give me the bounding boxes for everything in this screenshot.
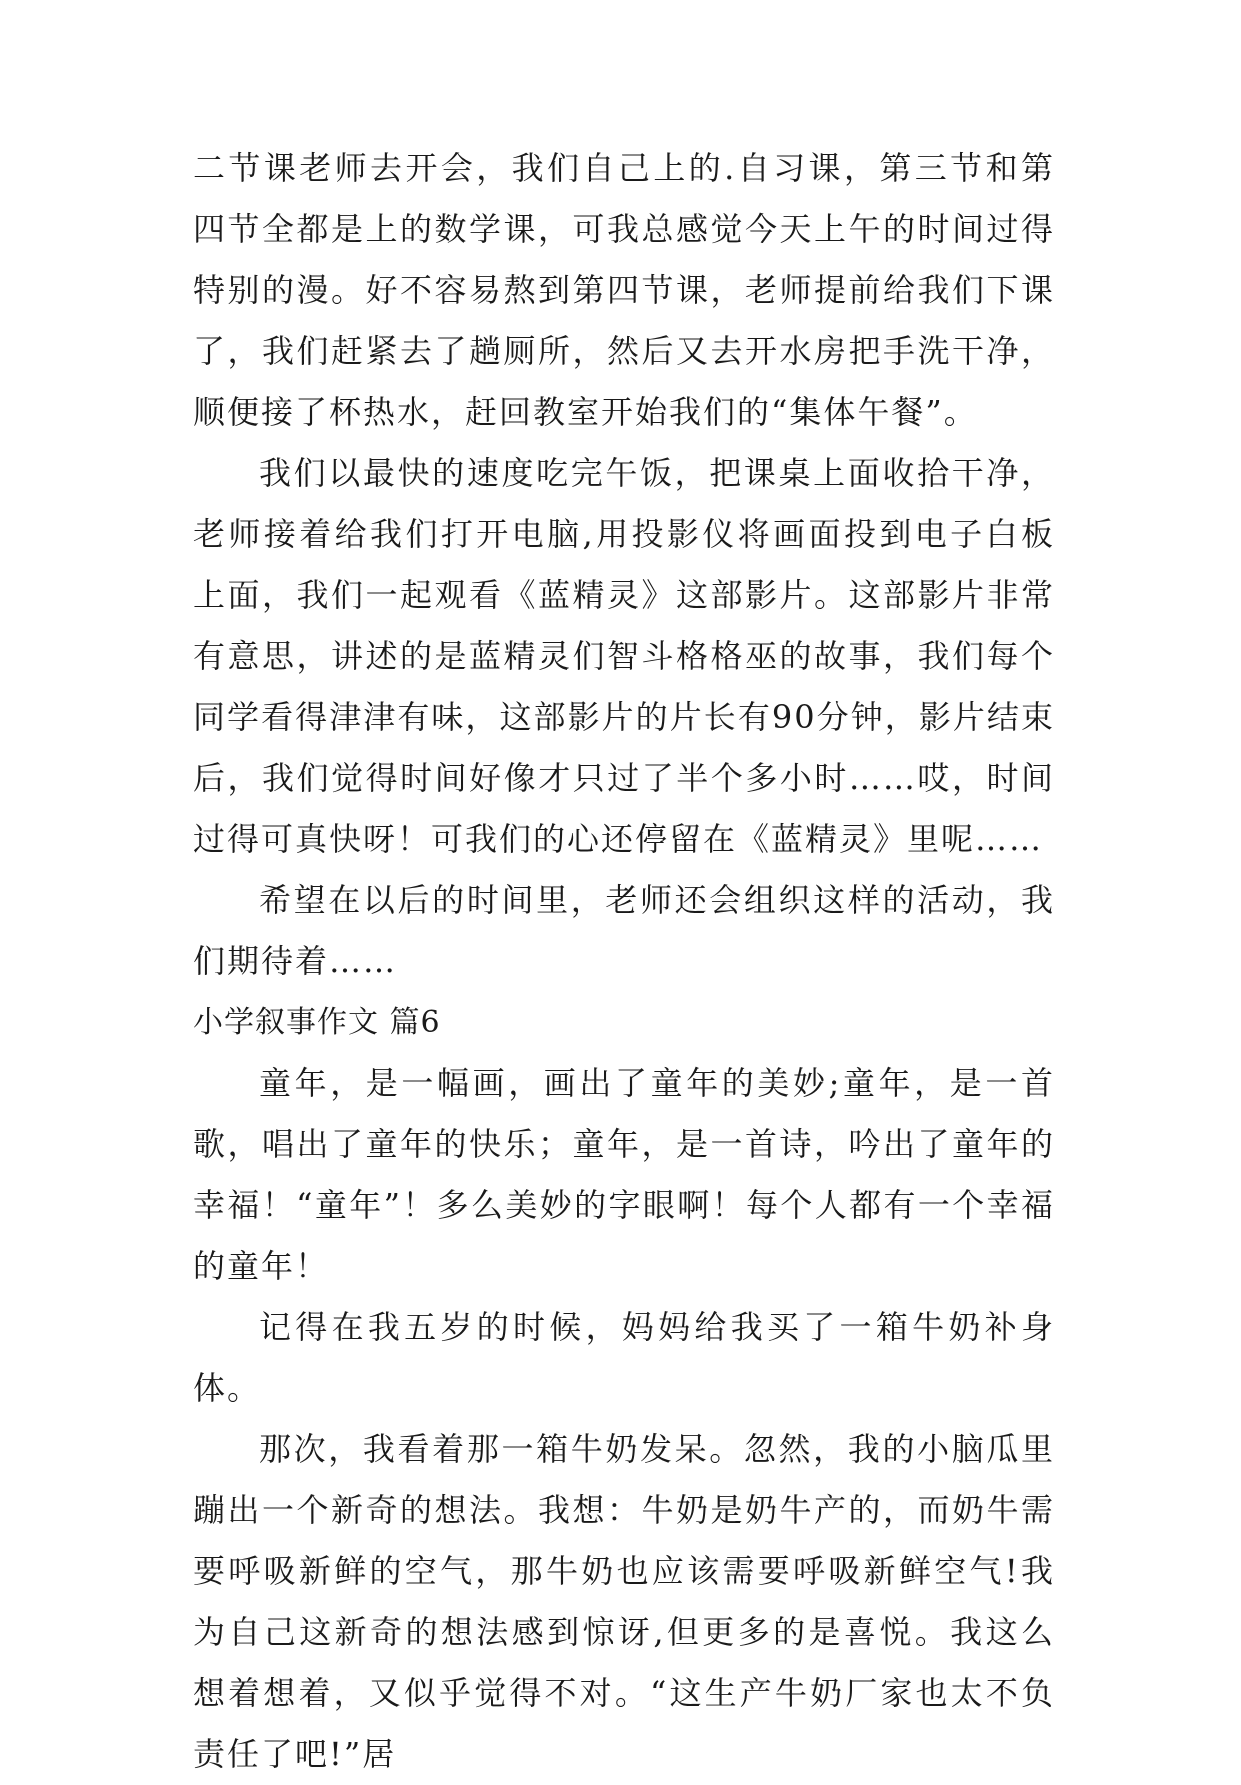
section-paragraph-2: 记得在我五岁的时候，妈妈给我买了一箱牛奶补身体。 <box>193 1308 1055 1407</box>
paragraph-3: 希望在以后的时间里，老师还会组织这样的活动，我们期待着…… <box>193 881 1055 980</box>
paragraph-2: 我们以最快的速度吃完午饭，把课桌上面收拾干净，老师接着给我们打开电脑,用投影仪将画面投到电子白板上面，我们一起观看《蓝精灵》这部影片。这部影片非常有意思，讲述的是蓝精灵们智斗格格巫的故事，我们每个同学看得津津有味，这部影片的片长有90分钟，影片结束后，我们觉得时间好像才只过了半个多小时……哎，时间过得可真快呀！可我们的心还停留在《蓝精灵》里呢…… <box>193 454 1055 858</box>
section-heading: 小学叙事作文 篇6 <box>193 1005 441 1040</box>
document-body <box>193 138 1055 1785</box>
section-paragraph-3: 那次，我看着那一箱牛奶发呆。忽然，我的小脑瓜里蹦出一个新奇的想法。我想：牛奶是奶牛产的，而奶牛需要呼吸新鲜的空气，那牛奶也应该需要呼吸新鲜空气!我为自己这新奇的想法感到惊讶,但更多的是喜悦。我这么想着想着，又似乎觉得不对。“这生产牛奶厂家也太不负责任了吧!”居 <box>193 1430 1055 1773</box>
paragraph-1: 二节课老师去开会，我们自己上的.自习课，第三节和第四节全都是上的数学课，可我总感觉今天上午的时间过得特别的漫。好不容易熬到第四节课，老师提前给我们下课了，我们赶紧去了趟厕所，然后又去开水房把手洗干净，顺便接了杯热水，赶回教室开始我们的“集体午餐”。 <box>193 149 1055 431</box>
section-paragraph-1: 童年，是一幅画，画出了童年的美妙;童年，是一首歌，唱出了童年的快乐；童年，是一首诗，吟出了童年的幸福！“童年”！多么美妙的字眼啊！每个人都有一个幸福的童年！ <box>193 1064 1055 1285</box>
